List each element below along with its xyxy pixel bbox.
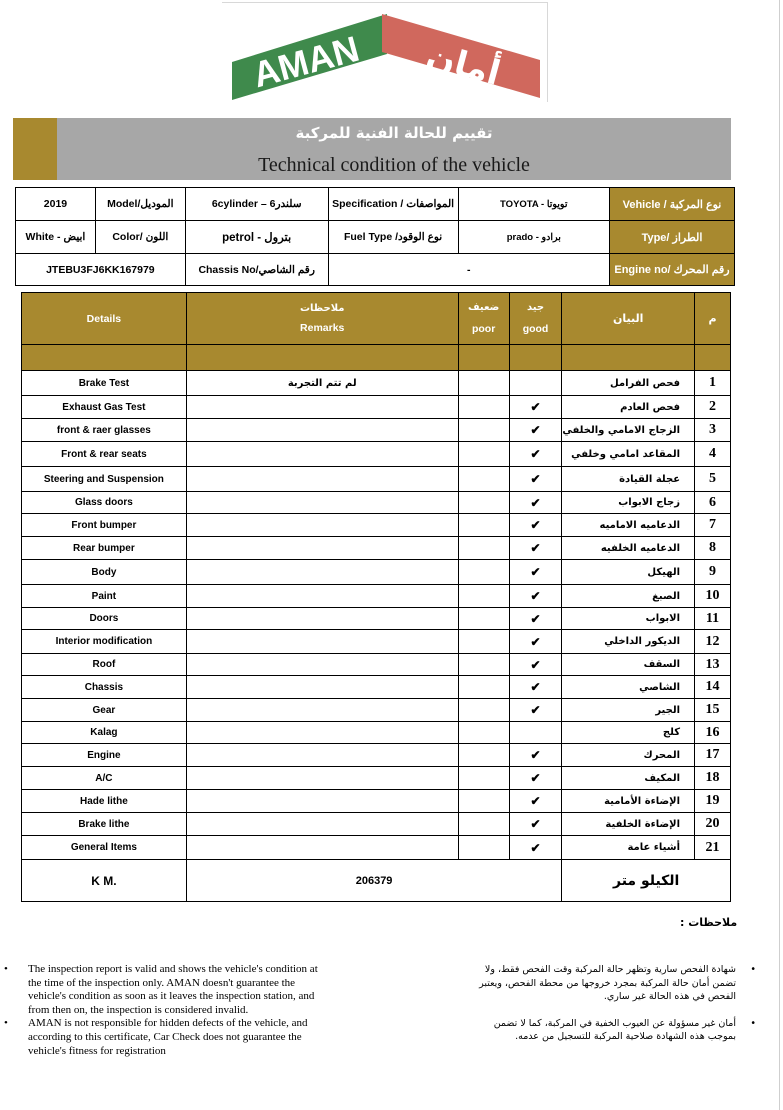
table-row (22, 514, 731, 537)
table-row (22, 654, 731, 676)
item-statement-ar: أشياء عامة (562, 836, 695, 860)
item-number: 12 (695, 630, 731, 654)
item-details-en: Paint (22, 585, 187, 608)
arabic-notes (470, 963, 760, 1057)
item-number: 3 (695, 419, 731, 442)
inspection-table (21, 292, 731, 902)
item-poor (458, 767, 509, 790)
item-good: ✔ (509, 813, 562, 836)
info-row-1 (16, 188, 735, 221)
km-row (22, 860, 731, 902)
item-details-en: General Items (22, 836, 187, 860)
item-good: ✔ (509, 630, 562, 654)
details-header: Details (22, 293, 187, 345)
item-details-en: Front bumper (22, 514, 187, 537)
item-details-en: Chassis (22, 676, 187, 699)
logo-frame (222, 2, 548, 102)
item-poor (458, 744, 509, 767)
table-row (22, 608, 731, 630)
item-poor (458, 813, 509, 836)
remarks-header (186, 293, 458, 345)
item-good: ✔ (509, 442, 562, 467)
item-number: 21 (695, 836, 731, 860)
item-poor (458, 560, 509, 585)
item-number: 4 (695, 442, 731, 467)
item-statement-ar: فحص الفرامل (562, 371, 695, 396)
item-good: ✔ (509, 396, 562, 419)
item-details-en: Roof (22, 654, 187, 676)
item-good: ✔ (509, 492, 562, 514)
spacer-cell (186, 345, 458, 371)
spacer-cell (458, 345, 509, 371)
item-details-en: Doors (22, 608, 187, 630)
table-row (22, 790, 731, 813)
item-remark (186, 654, 458, 676)
item-remark (186, 419, 458, 442)
table-row (22, 396, 731, 419)
item-details-en: Brake lithe (22, 813, 187, 836)
item-number: 10 (695, 585, 731, 608)
item-number: 7 (695, 514, 731, 537)
item-number: 11 (695, 608, 731, 630)
vehicle-info-table (15, 187, 735, 286)
item-good: ✔ (509, 608, 562, 630)
item-good: ✔ (509, 836, 562, 860)
item-statement-ar: الإضاءة الأمامية (562, 790, 695, 813)
item-details-en: Interior modification (22, 630, 187, 654)
item-statement-ar: زجاج الابواب (562, 492, 695, 514)
model-year-value: 2019 (16, 188, 96, 221)
item-number: 15 (695, 699, 731, 722)
item-remark (186, 514, 458, 537)
item-remark (186, 813, 458, 836)
item-details-en: Hade lithe (22, 790, 187, 813)
item-statement-ar: الديكور الداخلي (562, 630, 695, 654)
item-good: ✔ (509, 654, 562, 676)
item-statement-ar: الدعاميه الاماميه (562, 514, 695, 537)
item-details-en: Steering and Suspension (22, 467, 187, 492)
item-remark (186, 676, 458, 699)
item-number: 6 (695, 492, 731, 514)
item-statement-ar: عجلة القيادة (562, 467, 695, 492)
specification-value: 6cylinder – 6سلندر (185, 188, 328, 221)
item-number: 16 (695, 722, 731, 744)
table-header-row (22, 293, 731, 345)
item-remark (186, 699, 458, 722)
item-number: 9 (695, 560, 731, 585)
engine-number-label: Engine no/ رقم المحرك (609, 254, 734, 286)
table-row (22, 699, 731, 722)
poor-header-ar: ضعيف (467, 302, 500, 313)
item-number: 13 (695, 654, 731, 676)
item-remark (186, 396, 458, 419)
item-number: 8 (695, 537, 731, 560)
item-remark (186, 585, 458, 608)
table-row (22, 813, 731, 836)
item-good: ✔ (509, 676, 562, 699)
logo-ar-text: أمان (422, 35, 505, 94)
remarks-header-ar: ملاحظات (299, 303, 345, 314)
info-row-3 (16, 254, 735, 286)
table-row (22, 767, 731, 790)
item-poor (458, 608, 509, 630)
item-good: ✔ (509, 560, 562, 585)
item-good (509, 371, 562, 396)
item-poor (458, 836, 509, 860)
item-details-en: front & raer glasses (22, 419, 187, 442)
item-statement-ar: المقاعد امامي وخلفي (562, 442, 695, 467)
spacer-cell (562, 345, 695, 371)
item-details-en: Exhaust Gas Test (22, 396, 187, 419)
item-poor (458, 654, 509, 676)
table-row (22, 722, 731, 744)
poor-header-en: poor (471, 323, 496, 335)
km-label-ar: الكيلو متر (562, 860, 731, 902)
fuel-type-label: Fuel Type /نوع الوقود (328, 221, 458, 254)
item-poor (458, 419, 509, 442)
item-statement-ar: المحرك (562, 744, 695, 767)
item-remark (186, 630, 458, 654)
type-label: Type/ الطراز (609, 221, 734, 254)
table-row (22, 676, 731, 699)
table-row (22, 560, 731, 585)
page-edge-rule (779, 0, 780, 1110)
color-label: Color/ اللون (95, 221, 185, 254)
spacer-cell (695, 345, 731, 371)
aman-logo (222, 2, 548, 102)
table-row (22, 630, 731, 654)
item-statement-ar: الشاصي (562, 676, 695, 699)
spacer-cell (509, 345, 562, 371)
item-good: ✔ (509, 537, 562, 560)
item-poor (458, 585, 509, 608)
arabic-note: • شهادة الفحص سارية وتظهر حالة المركبة وقت الفحص فقط، ولا تضمن أمان حالة المركبة بمجرد خروجها من محطة الفحص، ويعتبر الفحص في هذه الحالة غير ساري. (470, 963, 760, 1004)
item-remark (186, 492, 458, 514)
item-poor (458, 467, 509, 492)
table-row (22, 585, 731, 608)
header-spacer-row (22, 345, 731, 371)
item-details-en: Engine (22, 744, 187, 767)
item-details-en: Gear (22, 699, 187, 722)
item-good: ✔ (509, 790, 562, 813)
item-statement-ar: الابواب (562, 608, 695, 630)
item-details-en: Glass doors (22, 492, 187, 514)
type-value: prado - برادو (458, 221, 609, 254)
item-poor (458, 514, 509, 537)
km-label-en: K M. (22, 860, 187, 902)
item-poor (458, 699, 509, 722)
title-band (13, 118, 731, 180)
table-row (22, 744, 731, 767)
item-remark: لم تتم التجربة (186, 371, 458, 396)
arabic-note: • أمان غير مسؤولة عن العيوب الخفية في المركبة، كما لا تضمن بموجب هذه الشهادة صلاحية المركبة للتسجيل من عدمه. (470, 1017, 760, 1044)
item-remark (186, 836, 458, 860)
item-good (509, 722, 562, 744)
item-poor (458, 492, 509, 514)
remarks-header-en: Remarks (300, 322, 345, 334)
item-details-en: A/C (22, 767, 187, 790)
chassis-number-value: JTEBU3FJ6KK167979 (16, 254, 186, 286)
item-poor (458, 396, 509, 419)
item-number: 5 (695, 467, 731, 492)
item-remark (186, 467, 458, 492)
item-number: 14 (695, 676, 731, 699)
title-arabic: تقييم للحالة الفنية للمركبة (295, 124, 493, 142)
item-poor (458, 722, 509, 744)
color-value: White - ابيض (16, 221, 96, 254)
english-notes (4, 963, 324, 1058)
item-number: 1 (695, 371, 731, 396)
vehicle-make-value: TOYOTA - تويوتا (458, 188, 609, 221)
item-details-en: Rear bumper (22, 537, 187, 560)
item-statement-ar: الدعاميه الخلفيه (562, 537, 695, 560)
item-good: ✔ (509, 467, 562, 492)
title-gold-block (13, 118, 57, 180)
item-number: 20 (695, 813, 731, 836)
item-details-en: Body (22, 560, 187, 585)
item-number: 19 (695, 790, 731, 813)
number-header: م (695, 293, 731, 345)
item-statement-ar: الهيكل (562, 560, 695, 585)
item-statement-ar: فحص العادم (562, 396, 695, 419)
table-row (22, 492, 731, 514)
item-poor (458, 790, 509, 813)
notes-label: ملاحظات : (680, 916, 738, 929)
item-remark (186, 537, 458, 560)
item-number: 2 (695, 396, 731, 419)
item-good: ✔ (509, 767, 562, 790)
item-remark (186, 744, 458, 767)
item-remark (186, 767, 458, 790)
logo-en-text: AMAN (248, 27, 364, 96)
item-poor (458, 537, 509, 560)
item-good: ✔ (509, 419, 562, 442)
vehicle-label: Vehicle / نوع المركبة (609, 188, 734, 221)
item-remark (186, 790, 458, 813)
poor-header (458, 293, 509, 345)
statement-header: البيان (562, 293, 695, 345)
item-remark (186, 608, 458, 630)
table-row (22, 467, 731, 492)
spacer-cell (22, 345, 187, 371)
item-statement-ar: الصبغ (562, 585, 695, 608)
item-statement-ar: كلج (562, 722, 695, 744)
km-value: 206379 (186, 860, 562, 902)
good-header-ar: جيد (526, 302, 545, 313)
english-note: • The inspection report is valid and shows the vehicle's condition at the time of the inspection only. AMAN doesn't guarantee the vehicle's condition as soon as it leaves the inspection station, and from then on, the inspection is considered invalid. (4, 963, 324, 1017)
item-good: ✔ (509, 744, 562, 767)
item-details-en: Front & rear seats (22, 442, 187, 467)
item-poor (458, 676, 509, 699)
item-remark (186, 722, 458, 744)
item-good: ✔ (509, 585, 562, 608)
item-statement-ar: الجير (562, 699, 695, 722)
item-details-en: Brake Test (22, 371, 187, 396)
item-statement-ar: المكيف (562, 767, 695, 790)
item-good: ✔ (509, 514, 562, 537)
item-details-en: Kalag (22, 722, 187, 744)
item-remark (186, 442, 458, 467)
item-number: 18 (695, 767, 731, 790)
fuel-type-value: petrol - بترول (185, 221, 328, 254)
title-english: Technical condition of the vehicle (258, 154, 530, 176)
model-label: Model/الموديل (95, 188, 185, 221)
table-row (22, 442, 731, 467)
table-row (22, 419, 731, 442)
chassis-number-label: Chassis No/رقم الشاصي (185, 254, 328, 286)
table-row (22, 836, 731, 860)
item-statement-ar: السقف (562, 654, 695, 676)
info-row-2 (16, 221, 735, 254)
item-statement-ar: الزجاج الامامي والخلفي (562, 419, 695, 442)
table-row (22, 537, 731, 560)
item-poor (458, 442, 509, 467)
item-remark (186, 560, 458, 585)
item-poor (458, 371, 509, 396)
engine-number-value: - (328, 254, 609, 286)
table-row (22, 371, 731, 396)
english-note: • AMAN is not responsible for hidden defects of the vehicle, and according to this certificate, Car Check does not guarantee the vehicle's fitness for registration (4, 1017, 324, 1058)
item-good: ✔ (509, 699, 562, 722)
item-statement-ar: الإضاءة الخلفية (562, 813, 695, 836)
item-number: 17 (695, 744, 731, 767)
specification-label: Specification / المواصفات (328, 188, 458, 221)
good-header (509, 293, 562, 345)
item-poor (458, 630, 509, 654)
good-header-en: good (522, 323, 549, 335)
